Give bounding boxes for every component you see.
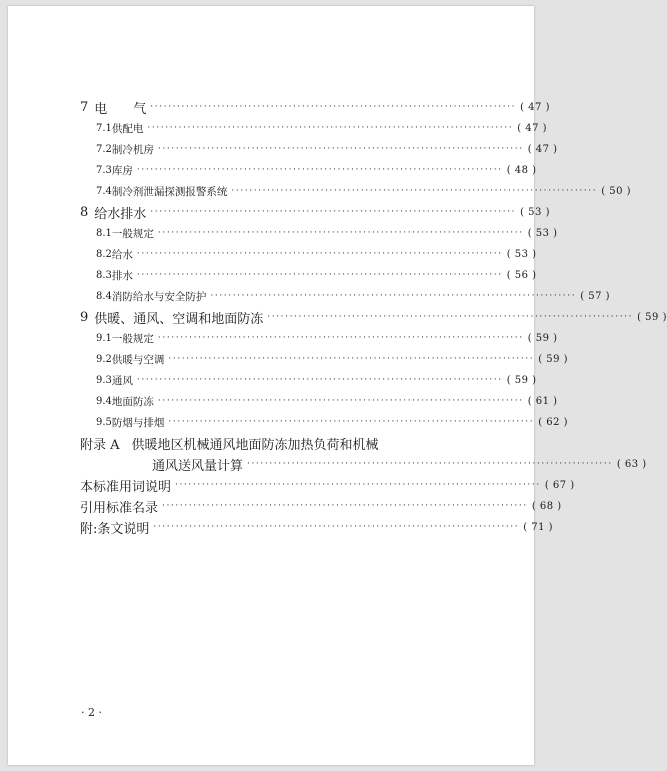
toc-entry-9[interactable]: [80, 307, 667, 327]
toc-entry-page: ( 50 ): [601, 185, 632, 197]
toc-entry-page: ( 67 ): [544, 479, 575, 491]
toc-entry-title: 供暖与空调: [111, 353, 165, 366]
toc-entry-9-5[interactable]: [96, 412, 569, 432]
toc-entry-number: 8.3: [96, 269, 112, 281]
document-page: [8, 6, 667, 765]
toc-entry-title: 一般规定: [111, 227, 154, 240]
dot-leader: ··················································································: [157, 144, 524, 154]
toc-entry-number: 8.1: [96, 227, 112, 239]
toc-entry-title: 供暖地区机械通风地面防冻加热负荷和机械: [131, 437, 379, 453]
dot-leader: ··················································································: [157, 228, 524, 238]
toc-entry-8-4[interactable]: [96, 286, 611, 306]
toc-entry-page: ( 57 ): [580, 290, 611, 302]
toc-entry-9-3[interactable]: [96, 370, 537, 390]
toc-entry-title: 制冷剂泄漏探测报警系统: [111, 185, 228, 198]
toc-entry-7-1[interactable]: [96, 118, 548, 138]
dot-leader: ··················································································: [247, 459, 613, 469]
toc-entry-7-3[interactable]: [96, 160, 537, 180]
toc-entry-page: ( 63 ): [616, 458, 647, 470]
toc-entry-8[interactable]: [80, 202, 550, 222]
toc-entry-title: 地面防冻: [111, 395, 154, 408]
toc-entry-9-2[interactable]: [96, 349, 569, 369]
dot-leader: ··················································································: [162, 501, 528, 511]
dot-leader: ··················································································: [147, 123, 514, 133]
toc-entry-page: ( 62 ): [538, 416, 569, 428]
toc-entry-8-1[interactable]: [96, 223, 558, 243]
dot-leader: ··················································································: [150, 102, 517, 112]
toc-entry-page: ( 59 ): [538, 353, 569, 365]
toc-entry-page: ( 56 ): [506, 269, 537, 281]
toc-entry-title: 库房: [111, 164, 133, 177]
dot-leader: ··················································································: [175, 480, 541, 490]
toc-entry-number: 7: [80, 99, 89, 115]
dot-leader: ··················································································: [267, 312, 634, 322]
toc-entry-number: 9.3: [96, 374, 112, 386]
toc-entry-page: ( 47 ): [520, 101, 550, 113]
toc-entry-number: 9.2: [96, 353, 112, 365]
toc-entry-8-3[interactable]: [96, 265, 537, 285]
toc-entry-8-2[interactable]: [96, 244, 537, 264]
toc-entry-number: 附录 A: [80, 437, 120, 453]
toc-entry-number: 8.2: [96, 248, 112, 260]
toc-entry-page: ( 71 ): [523, 521, 554, 533]
dot-leader: ··················································································: [153, 522, 520, 532]
dot-leader: ··················································································: [168, 417, 535, 427]
toc-entry-number: 7.4: [96, 185, 112, 197]
dot-leader: ··················································································: [231, 186, 598, 196]
toc-entry-title: 电 气: [94, 101, 147, 117]
dot-leader: ··················································································: [136, 249, 503, 259]
toc-entry-page: ( 68 ): [531, 500, 562, 512]
toc-entry-title: 排水: [111, 269, 133, 282]
dot-leader: ··················································································: [210, 291, 577, 301]
toc-entry-page: ( 48 ): [506, 164, 537, 176]
toc-entry-title: 供配电: [111, 122, 144, 135]
toc-entry-page: ( 59 ): [637, 311, 667, 323]
table-of-contents: [8, 6, 667, 765]
toc-entry-title-continued: 通风送风量计算: [152, 458, 244, 474]
dot-leader: ··················································································: [150, 207, 517, 217]
toc-entry-title: 消防给水与安全防护: [111, 290, 207, 303]
toc-entry-number: 9.4: [96, 395, 112, 407]
toc-entry-title: 供暖、通风、空调和地面防冻: [94, 311, 264, 327]
dot-leader: ··················································································: [157, 396, 524, 406]
toc-entry-page: ( 53 ): [527, 227, 558, 239]
toc-entry-terms[interactable]: [80, 475, 575, 495]
toc-entry-page: ( 53 ): [520, 206, 550, 218]
toc-entry-page: ( 47 ): [527, 143, 558, 155]
page-number: · 2 ·: [81, 706, 102, 719]
toc-entry-appendix-a[interactable]: [80, 433, 476, 453]
dot-leader: ··················································································: [157, 333, 524, 343]
toc-entry-7-2[interactable]: [96, 139, 558, 159]
toc-entry-explanation[interactable]: [80, 517, 554, 537]
toc-entry-number: 8: [80, 204, 89, 220]
toc-entry-7-4[interactable]: [96, 181, 632, 201]
toc-entry-number: 7.1: [96, 122, 112, 134]
toc-entry-9-1[interactable]: [96, 328, 558, 348]
toc-entry-title: 通风: [111, 374, 133, 387]
dot-leader: ··················································································: [168, 354, 535, 364]
toc-entry-number: 7.2: [96, 143, 112, 155]
toc-entry-number: 9: [80, 309, 89, 325]
toc-entry-appendix-a-continued[interactable]: [152, 454, 647, 474]
toc-entry-title: 给水排水: [94, 206, 147, 222]
toc-entry-number: 7.3: [96, 164, 112, 176]
dot-leader: ··················································································: [136, 270, 503, 280]
toc-entry-page: ( 61 ): [527, 395, 558, 407]
toc-entry-9-4[interactable]: [96, 391, 558, 411]
toc-entry-title: 本标准用词说明: [80, 479, 172, 495]
toc-entry-title: 引用标准名录: [80, 500, 159, 516]
toc-entry-references[interactable]: [80, 496, 562, 516]
dot-leader: ··················································································: [136, 165, 503, 175]
toc-entry-title: 给水: [111, 248, 133, 261]
toc-entry-title: 制冷机房: [111, 143, 154, 156]
toc-entry-title: 附:条文说明: [80, 521, 150, 537]
toc-entry-page: ( 59 ): [527, 332, 558, 344]
toc-entry-number: 9.5: [96, 416, 112, 428]
dot-leader: ··················································································: [136, 375, 503, 385]
toc-entry-page: ( 59 ): [506, 374, 537, 386]
toc-entry-title: 一般规定: [111, 332, 154, 345]
toc-entry-page: ( 47 ): [517, 122, 548, 134]
toc-entry-number: 8.4: [96, 290, 112, 302]
toc-entry-title: 防烟与排烟: [111, 416, 165, 429]
toc-entry-page: ( 53 ): [506, 248, 537, 260]
toc-entry-number: 9.1: [96, 332, 112, 344]
toc-entry-7[interactable]: [80, 97, 550, 117]
